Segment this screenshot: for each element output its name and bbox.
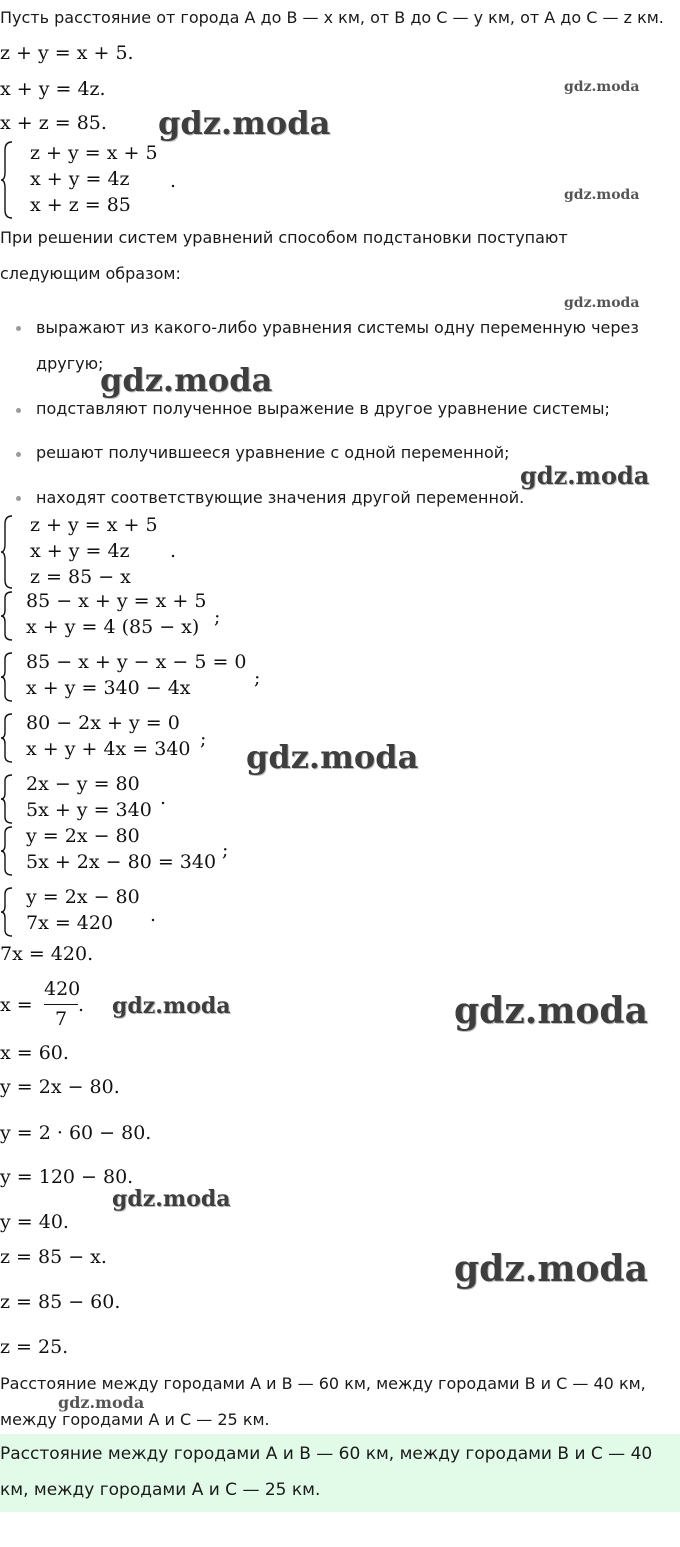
- punctuation: ;: [214, 606, 221, 628]
- step-line: y = 120 − 80.: [0, 1166, 134, 1188]
- system-6: [0, 773, 180, 825]
- brace-icon: [0, 651, 14, 703]
- punctuation: .: [78, 994, 85, 1016]
- system-8-row: 7x = 420: [26, 912, 114, 934]
- punctuation: ;: [222, 839, 229, 861]
- brace-icon: [0, 886, 14, 938]
- system-2-row: x + y = 4z: [30, 540, 130, 562]
- brace-icon: [0, 140, 14, 220]
- system-2: [0, 514, 190, 590]
- system-1-row: z + y = x + 5: [30, 142, 158, 164]
- brace-icon: [0, 825, 14, 877]
- system-2-row: z + y = x + 5: [30, 514, 158, 536]
- system-4-row: 85 − x + y − x − 5 = 0: [26, 651, 247, 673]
- equation-3: x + z = 85.: [0, 112, 107, 134]
- watermark: gdz.moda: [454, 990, 648, 1032]
- system-8-row: y = 2x − 80: [26, 886, 140, 908]
- system-4: [0, 651, 270, 703]
- method-line-2: следующим образом:: [0, 264, 181, 283]
- punctuation: ;: [200, 728, 207, 750]
- punctuation: .: [160, 787, 167, 809]
- brace-icon: [0, 712, 14, 764]
- system-8: [0, 886, 170, 938]
- bullet-item: подставляют полученное выражение в другое уравнение системы;: [36, 399, 610, 418]
- step-line: 7x = 420.: [0, 943, 94, 965]
- system-6-row: 5x + y = 340: [26, 799, 152, 821]
- bullet-icon: [16, 408, 21, 413]
- step-line: y = 40.: [0, 1211, 69, 1233]
- system-3: [0, 590, 230, 642]
- system-1-row: x + y = 4z: [30, 168, 130, 190]
- watermark: gdz.moda: [454, 1248, 648, 1290]
- answer-box: [0, 1434, 680, 1512]
- bullet-item-continuation: другую;: [36, 354, 104, 373]
- system-5: [0, 712, 220, 764]
- bullet-item: находят соответствующие значения другой переменной.: [36, 488, 525, 507]
- watermark: gdz.moda: [158, 104, 331, 142]
- step-line: z = 85 − x.: [0, 1246, 107, 1268]
- step-line: x = 60.: [0, 1042, 69, 1064]
- bullet-icon: [16, 496, 21, 501]
- system-7-row: y = 2x − 80: [26, 825, 140, 847]
- watermark: gdz.moda: [564, 187, 640, 203]
- bullet-icon: [16, 326, 21, 331]
- system-6-row: 2x − y = 80: [26, 773, 140, 795]
- step-line: y = 2 · 60 − 80.: [0, 1122, 152, 1144]
- bullet-item: решают получившееся уравнение с одной переменной;: [36, 443, 510, 462]
- result-line-2: между городами А и С — 25 км.: [0, 1410, 270, 1429]
- brace-icon: [0, 590, 14, 642]
- fraction-bar: [44, 1004, 78, 1005]
- brace-icon: [0, 773, 14, 825]
- equation-2: x + y = 4z.: [0, 78, 106, 100]
- punctuation: .: [170, 170, 177, 192]
- system-3-row: x + y = 4 (85 − x): [26, 616, 200, 638]
- watermark: gdz.moda: [58, 1393, 145, 1412]
- watermark: gdz.moda: [112, 993, 231, 1019]
- method-line-1: При решении систем уравнений способом подстановки поступают: [0, 228, 568, 247]
- step-line: z = 85 − 60.: [0, 1291, 121, 1313]
- punctuation: ;: [254, 667, 261, 689]
- system-5-row: 80 − 2x + y = 0: [26, 712, 180, 734]
- intro-text: Пусть расстояние от города А до В — x км, от В до С — y км, от А до С — z км.: [0, 8, 664, 27]
- system-7: [0, 825, 240, 877]
- fraction-denominator: 7: [54, 1008, 68, 1030]
- result-line-1: Расстояние между городами А и В — 60 км, между городами В и С — 40 км,: [0, 1374, 646, 1393]
- equation-1: z + y = x + 5.: [0, 42, 134, 64]
- step-line: z = 25.: [0, 1336, 69, 1358]
- step-line: y = 2x − 80.: [0, 1076, 120, 1098]
- watermark: gdz.moda: [100, 361, 273, 399]
- watermark: gdz.moda: [112, 1186, 231, 1212]
- answer-line-1: Расстояние между городами А и В — 60 км, между городами В и С — 40: [0, 1444, 653, 1464]
- answer-line-2: км, между городами А и С — 25 км.: [0, 1480, 321, 1500]
- bullet-icon: [16, 452, 21, 457]
- watermark: gdz.moda: [564, 295, 640, 311]
- punctuation: .: [170, 540, 177, 562]
- punctuation: .: [150, 904, 157, 926]
- bullet-item: выражают из какого-либо уравнения системы одну переменную через: [36, 318, 639, 337]
- watermark: gdz.moda: [564, 79, 640, 95]
- system-4-row: x + y = 340 − 4x: [26, 677, 191, 699]
- system-3-row: 85 − x + y = x + 5: [26, 590, 207, 612]
- brace-icon: [0, 514, 14, 590]
- watermark: gdz.moda: [520, 461, 650, 490]
- fraction-lhs: x =: [0, 994, 33, 1016]
- system-7-row: 5x + 2x − 80 = 340: [26, 851, 217, 873]
- system-2-row: z = 85 − x: [30, 566, 131, 588]
- system-1: [0, 140, 190, 220]
- system-5-row: x + y + 4x = 340: [26, 738, 191, 760]
- system-1-row: x + z = 85: [30, 194, 131, 216]
- watermark: gdz.moda: [246, 738, 419, 776]
- fraction-numerator: 420: [44, 978, 81, 1000]
